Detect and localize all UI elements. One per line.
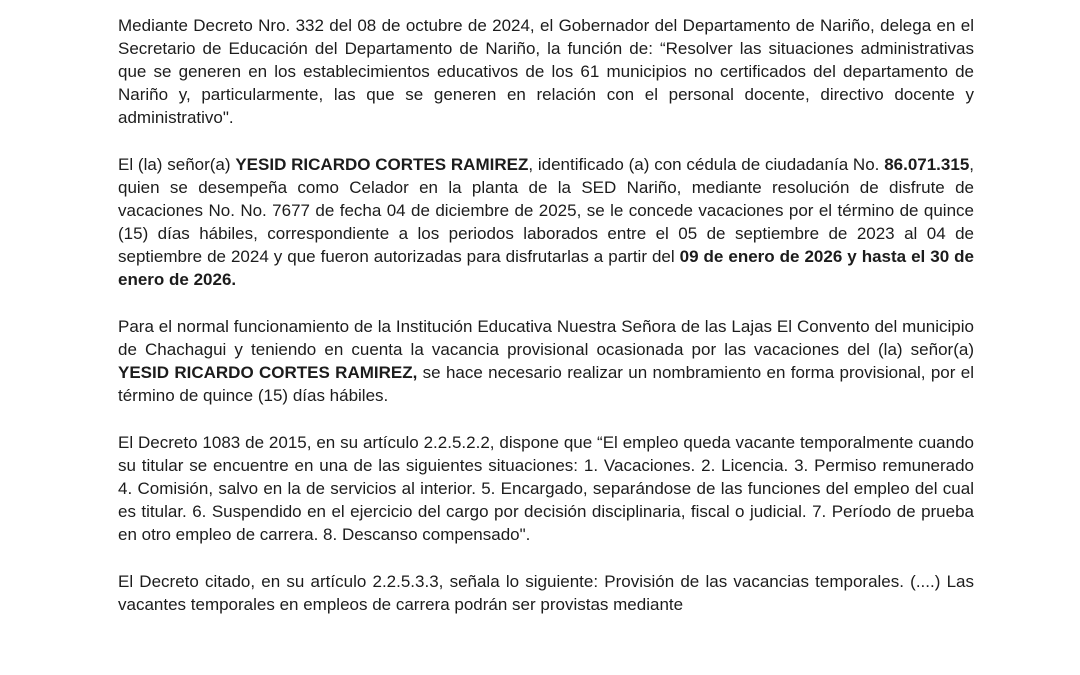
paragraph-text: El Decreto citado, en su artículo 2.2.5.3.3, señala lo siguiente: Provisión de las vacancias temporales. (....) Las vacantes temporales en empleos de carrera podrán ser provistas mediante: [118, 572, 974, 614]
employee-name: YESID RICARDO CORTES RAMIREZ,: [118, 363, 418, 382]
paragraph-text: El Decreto 1083 de 2015, en su artículo 2.2.5.2.2, dispone que “El empleo queda vacante temporalmente cuando su titular se encuentre en una de las siguientes situaciones: 1. Vacaciones. 2. Licencia. 3. Permiso remunerado 4. Comisión, salvo en la de servicios al interior. 5. Encargado, separándose de las funciones del empleo del cual es titular. 6. Suspendido en el ejercicio del cargo por decisión disciplinaria, fiscal o judicial. 7. Período de prueba en otro empleo de carrera. 8. Descanso compensado".: [118, 433, 974, 544]
paragraph-vacation-grant: [118, 153, 974, 291]
vacation-dates: 09 de enero de 2026 y hasta el 30 de enero de 2026.: [118, 247, 974, 289]
paragraph-decree-1083: [118, 431, 974, 546]
paragraph-decree-332: [118, 14, 974, 129]
employee-name: YESID RICARDO CORTES RAMIREZ: [235, 155, 529, 174]
document-body: [118, 14, 974, 616]
paragraph-text: El (la) señor(a): [118, 155, 236, 174]
paragraph-provisional-appointment: [118, 315, 974, 407]
paragraph-temporary-vacancies: [118, 570, 974, 616]
paragraph-text: Para el normal funcionamiento de la Institución Educativa Nuestra Señora de las Lajas El Convento del municipio de Chachagui y teniendo en cuenta la vacancia provisional ocasionada por las vacaciones del (la) señor(a): [118, 317, 974, 359]
id-number: 86.071.315: [884, 155, 970, 174]
paragraph-text: Mediante Decreto Nro. 332 del 08 de octubre de 2024, el Gobernador del Departamento de Nariño, delega en el Secretario de Educación del Departamento de Nariño, la función de: “Resolver las situaciones administrativas que se generen en los establecimientos educativos de los 61 municipios no certificados del departamento de Nariño y, particularmente, las que se generen en relación con el personal docente, directivo docente y administrativo".: [118, 16, 974, 127]
paragraph-text: , identificado (a) con cédula de ciudadanía No.: [528, 155, 885, 174]
paragraph-text: , quien se desempeña como Celador en la planta de la SED Nariño, mediante resolución de disfrute de vacaciones No. No. 7677 de fecha 04 de diciembre de 2025, se le concede vacaciones por el término de quince (15) días hábiles, correspondiente a los periodos laborados entre el 05 de septiembre de 2023 al 04 de septiembre de 2024 y que fueron autorizadas para disfrutarlas a partir del: [118, 155, 975, 266]
paragraph-text: se hace necesario realizar un nombramiento en forma provisional, por el término de quince (15) días hábiles.: [118, 363, 974, 405]
